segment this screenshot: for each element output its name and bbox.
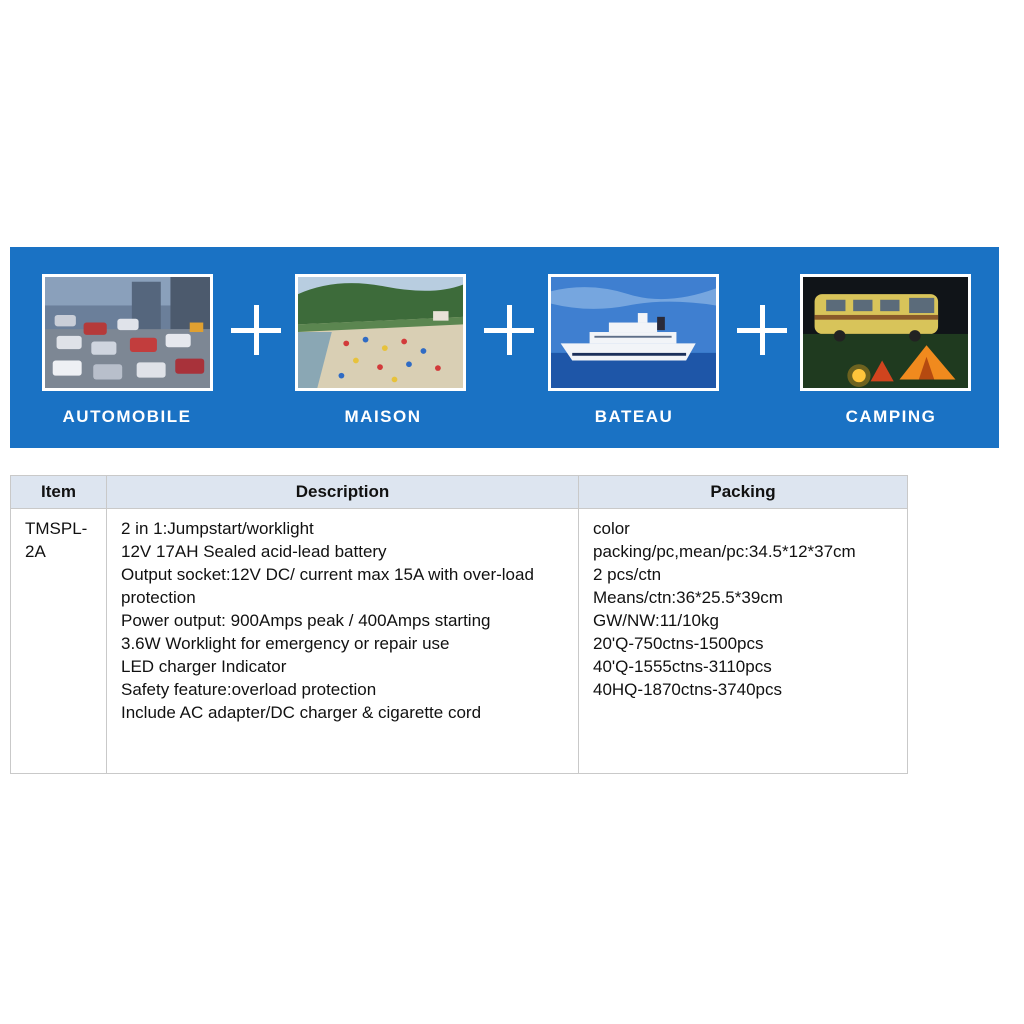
description-line: LED charger Indicator: [121, 657, 287, 676]
caption-automobile: AUTOMOBILE: [62, 407, 192, 426]
description-line: 2 in 1:Jumpstart/worklight: [121, 519, 314, 538]
description-line: Safety feature:overload protection: [121, 680, 377, 699]
packing-line: 2 pcs/ctn: [593, 565, 662, 584]
description-line: 12V 17AH Sealed acid-lead battery: [121, 542, 387, 561]
plus-icon: [484, 305, 534, 355]
description-line: protection: [121, 588, 196, 607]
header-description: Description: [107, 476, 579, 509]
packing-line: color: [593, 519, 630, 538]
caption-maison: MAISON: [344, 407, 422, 426]
caption-bateau: BATEAU: [594, 407, 674, 426]
item-line: 2A: [25, 542, 46, 561]
packing-line: 40HQ-1870ctns-3740pcs: [593, 680, 783, 699]
header-item: Item: [11, 476, 107, 509]
item-cell: [11, 509, 107, 774]
usage-banner: [10, 247, 999, 448]
packing-line: packing/pc,mean/pc:34.5*12*37cm: [593, 542, 856, 561]
packing-line: Means/ctn:36*25.5*39cm: [593, 588, 783, 607]
beach-photo: [295, 274, 466, 391]
item-line: TMSPL-: [25, 519, 88, 538]
packing-cell: [579, 509, 908, 774]
description-line: 3.6W Worklight for emergency or repair use: [121, 634, 450, 653]
table-header-row: [11, 476, 908, 509]
packing-line: 20'Q-750ctns-1500pcs: [593, 634, 764, 653]
traffic-jam-photo: [42, 274, 213, 391]
header-packing: Packing: [579, 476, 908, 509]
plus-icon: [231, 305, 281, 355]
packing-line: 40'Q-1555ctns-3110pcs: [593, 657, 772, 676]
plus-icon: [737, 305, 787, 355]
camper-van-photo: [800, 274, 971, 391]
cruise-ship-photo: [548, 274, 719, 391]
description-line: Output socket:12V DC/ current max 15A with over-load: [121, 565, 534, 584]
product-spec-table: [10, 475, 908, 774]
caption-camping: CAMPING: [845, 407, 937, 426]
description-line: Power output: 900Amps peak / 400Amps starting: [121, 611, 491, 630]
packing-line: GW/NW:11/10kg: [593, 611, 719, 630]
description-line: Include AC adapter/DC charger & cigarette cord: [121, 703, 482, 722]
table-row: [11, 509, 908, 774]
description-cell: [107, 509, 579, 774]
